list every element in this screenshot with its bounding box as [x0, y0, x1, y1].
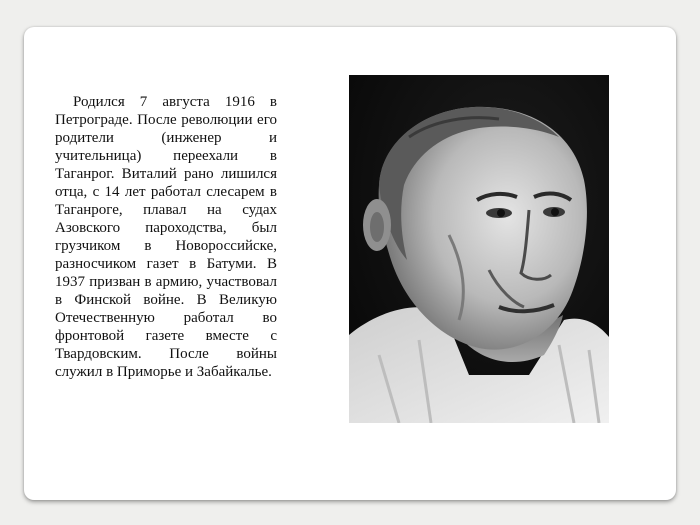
biography-text: Родился 7 августа 1916 в Петрограде. После революции его родители (инженер и учительница) переехали в Таганрог. Виталий рано лишился отца, с 14 лет работал слесарем в Таганроге, плавал на судах Азовского пароходства, был грузчиком в Новороссийске, разносчиком газет в Батуми. В 1937 призван в армию, участвовал в Финской войне. В Великую Отечественную работал во фронтовой газете вместе с Твардовским. После войны служил в Приморье и Забайкалье.	[55, 94, 277, 380]
portrait-photo	[349, 75, 609, 423]
